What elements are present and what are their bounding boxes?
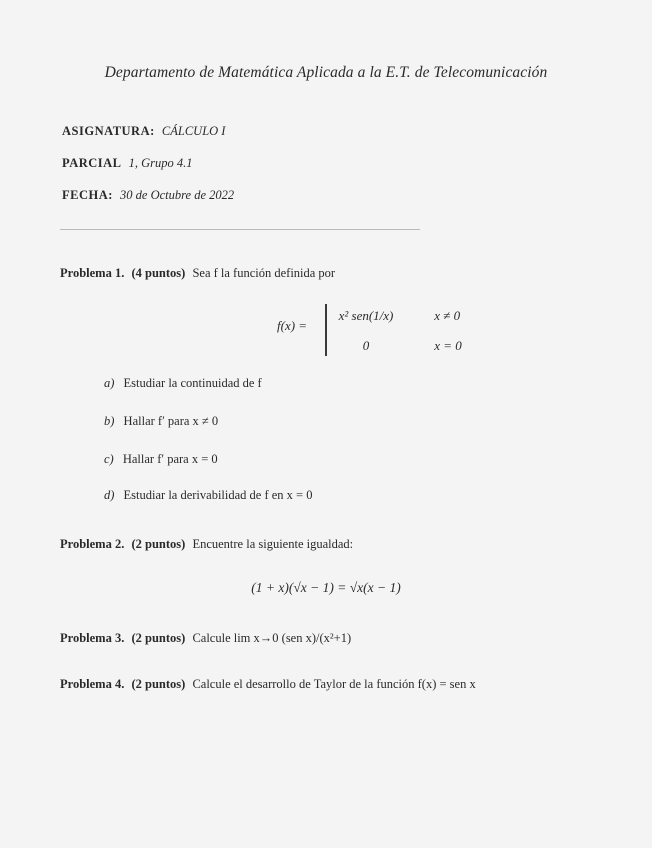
problem-2-text: Encuentre la siguiente igualdad: bbox=[192, 537, 354, 551]
page-title: Departamento de Matemática Aplicada a la E.T. de Telecomunicación bbox=[104, 64, 548, 81]
subject-value: CÁLCULO I bbox=[161, 124, 226, 138]
problem-2-points: (2 puntos) bbox=[131, 537, 186, 551]
subitem-b-text: Hallar f′ para x ≠ 0 bbox=[123, 414, 219, 428]
problem-4-points: (2 puntos) bbox=[131, 677, 186, 691]
piecewise-row-2 bbox=[337, 338, 462, 354]
piecewise-row-2-expr: 0 bbox=[362, 338, 370, 353]
date-line bbox=[62, 188, 234, 203]
piecewise-row-1 bbox=[337, 308, 460, 324]
subitem-d-label: d) bbox=[104, 488, 115, 502]
subitem-a-label: a) bbox=[104, 376, 115, 390]
subitem-a-text: Estudiar la continuidad de f bbox=[123, 376, 262, 390]
group-label: PARCIAL bbox=[62, 156, 122, 170]
date-label: FECHA: bbox=[62, 188, 113, 202]
problem-4-label: Problema 4. bbox=[60, 677, 125, 691]
problem-2-label: Problema 2. bbox=[60, 537, 125, 551]
problem-1-label: Problema 1. bbox=[60, 266, 125, 280]
subitem-d bbox=[104, 488, 312, 503]
problem-3-points: (2 puntos) bbox=[131, 631, 186, 645]
subject-line bbox=[62, 124, 225, 139]
piecewise-lhs: f(x) = bbox=[277, 318, 308, 333]
problem-3-label: Problema 3. bbox=[60, 631, 125, 645]
problem-3 bbox=[60, 631, 351, 646]
header-divider bbox=[60, 229, 420, 230]
subitem-b-label: b) bbox=[104, 414, 115, 428]
problem-4 bbox=[60, 677, 476, 692]
group-value: 1, Grupo 4.1 bbox=[128, 156, 193, 170]
subitem-c-text: Hallar f′ para x = 0 bbox=[122, 452, 218, 466]
problem-4-text: Calcule el desarrollo de Taylor de la función f(x) = sen x bbox=[192, 677, 476, 691]
problem-1-points: (4 puntos) bbox=[131, 266, 186, 280]
piecewise-row-2-cond: x = 0 bbox=[434, 338, 462, 353]
problem-1 bbox=[60, 266, 335, 281]
piecewise-row-1-cond: x ≠ 0 bbox=[434, 308, 461, 323]
group-line bbox=[62, 156, 193, 171]
subitem-c-label: c) bbox=[104, 452, 114, 466]
subitem-a bbox=[104, 376, 262, 391]
problem-3-text: Calcule lim x→0 (sen x)/(x²+1) bbox=[192, 631, 352, 645]
piecewise-row-1-expr: x² sen(1/x) bbox=[338, 308, 394, 323]
problem-2 bbox=[60, 537, 353, 552]
subject-label: ASIGNATURA: bbox=[62, 124, 155, 138]
subitem-d-text: Estudiar la derivabilidad de f en x = 0 bbox=[123, 488, 313, 502]
subitem-b bbox=[104, 414, 218, 429]
problem-1-text: Sea f la función definida por bbox=[192, 266, 336, 280]
date-value: 30 de Octubre de 2022 bbox=[120, 188, 235, 202]
subitem-c bbox=[104, 452, 218, 467]
equation: (1 + x)(√x − 1) = √x(x − 1) bbox=[251, 580, 401, 595]
piecewise-brace bbox=[325, 304, 332, 356]
